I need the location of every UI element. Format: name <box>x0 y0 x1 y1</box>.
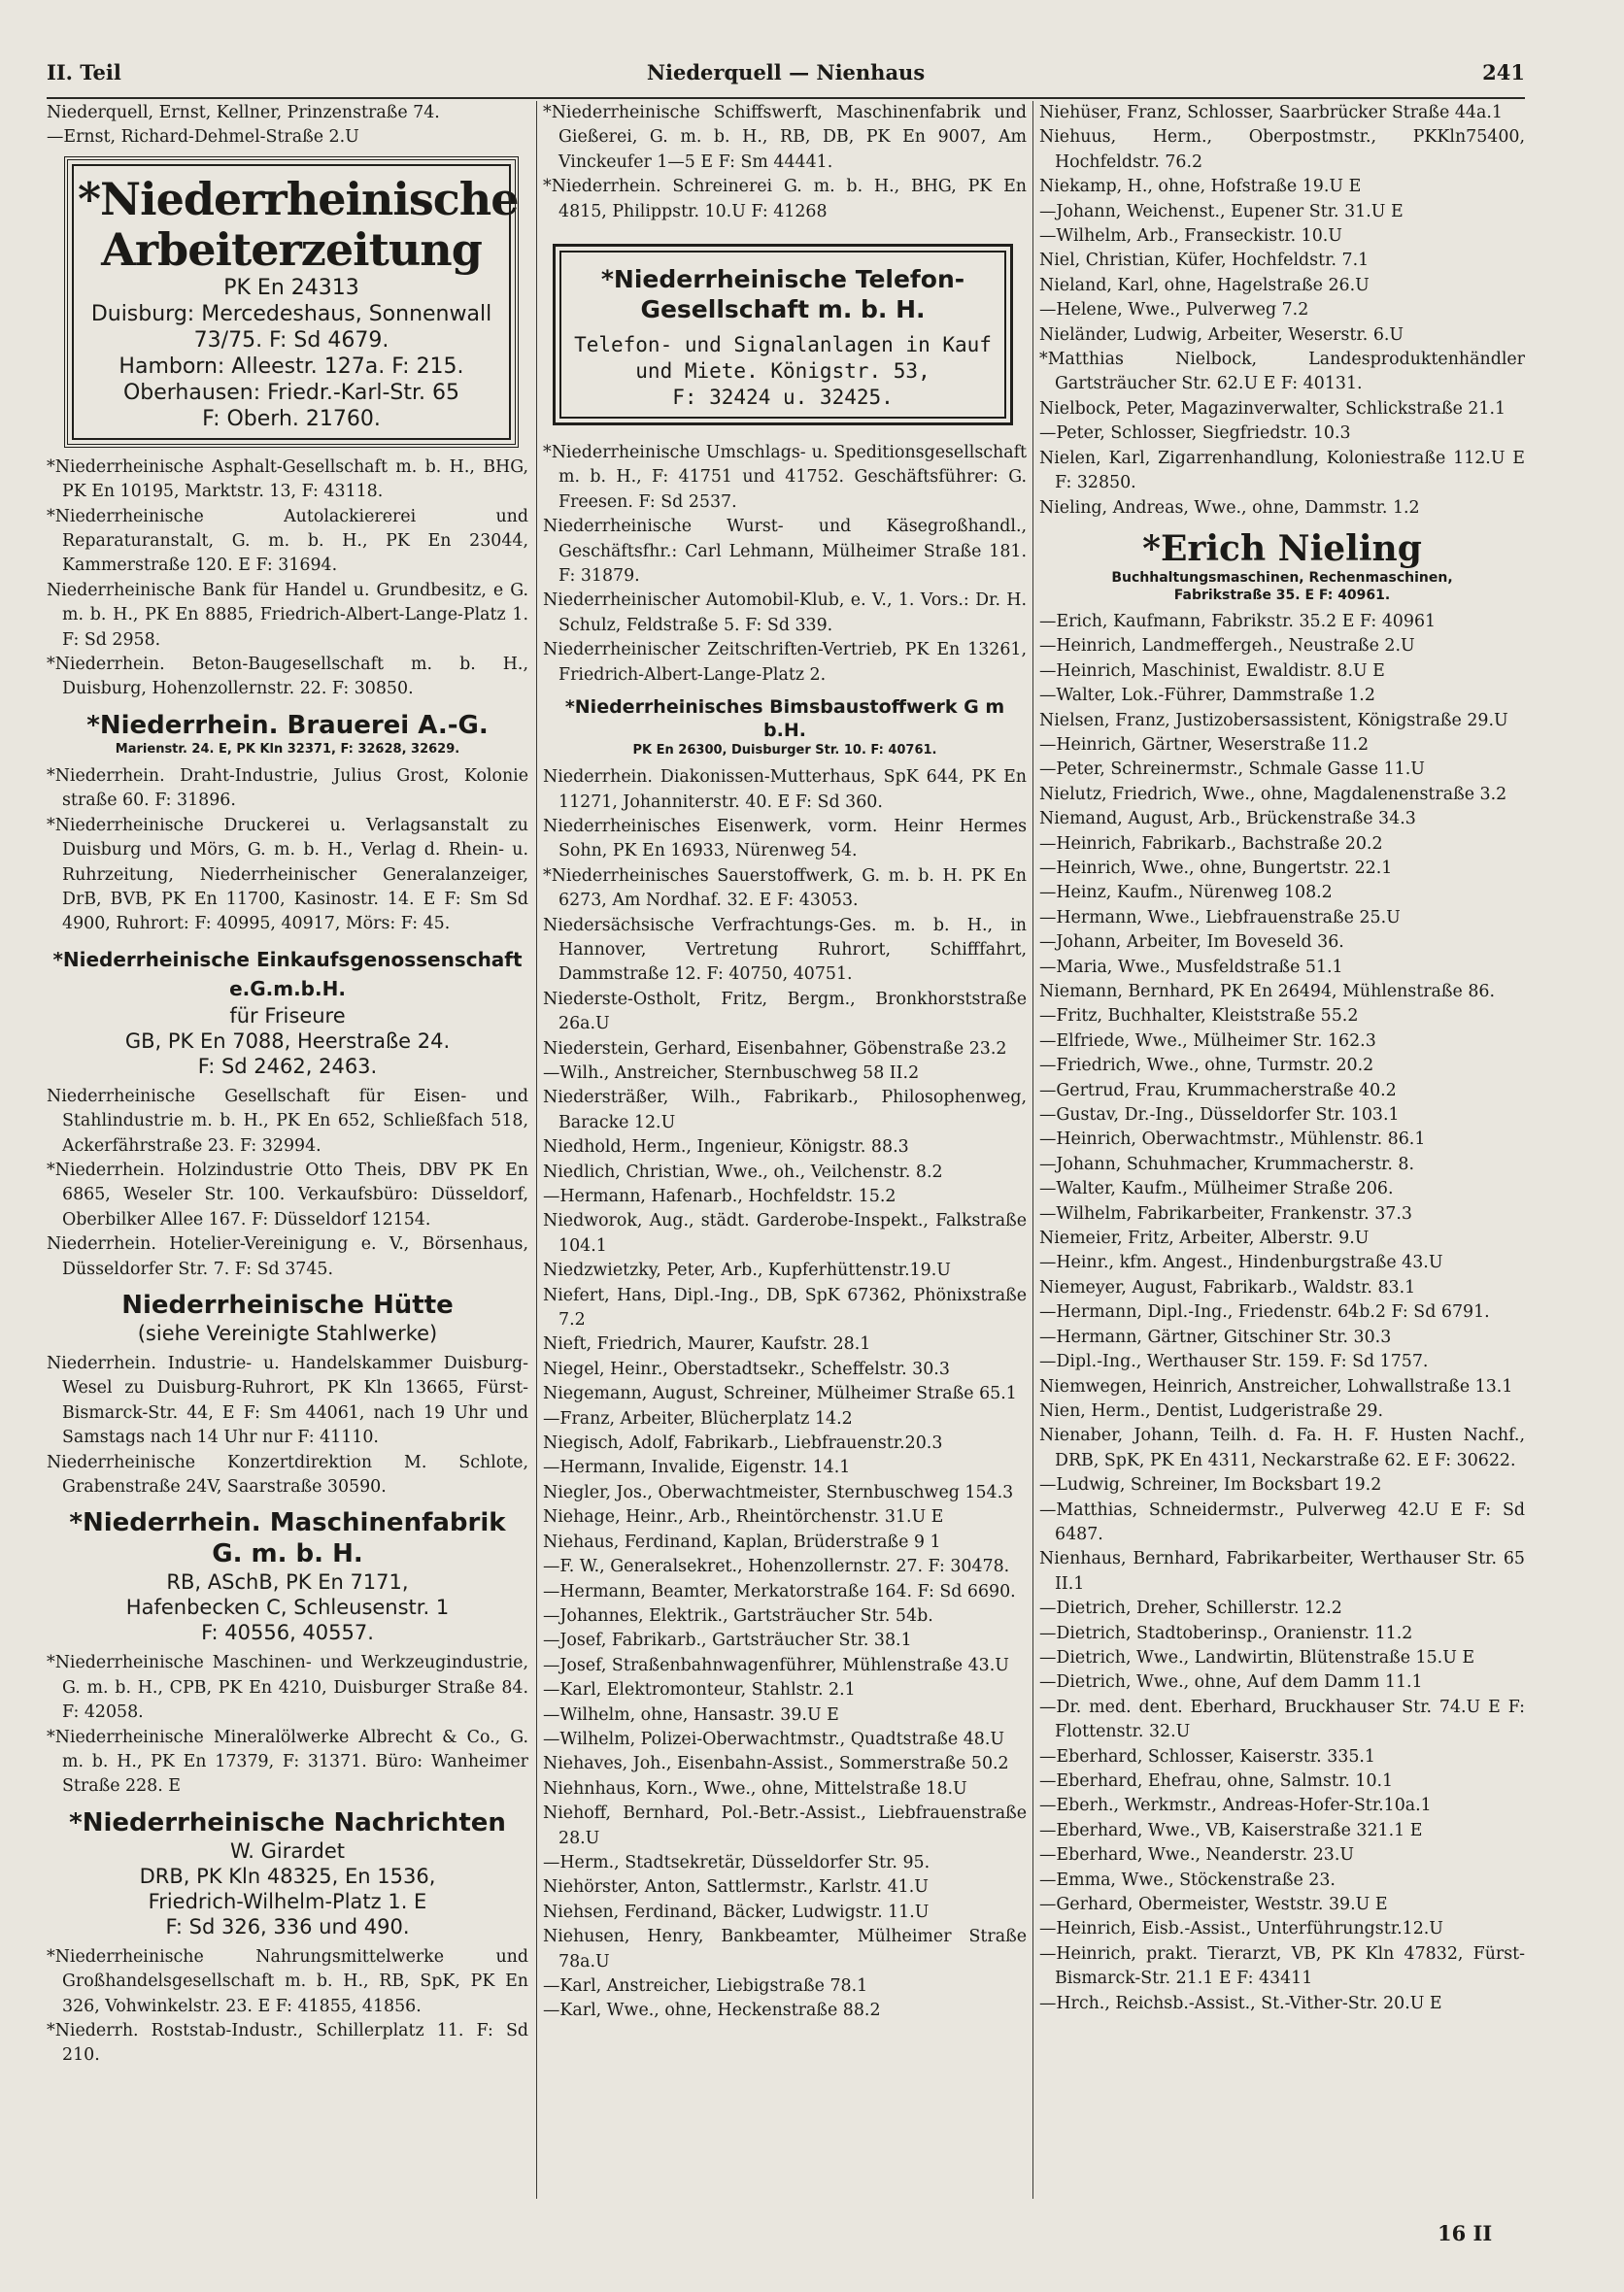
entry: Niekamp, H., ohne, Hofstraße 19.U E <box>1039 177 1362 197</box>
entry: Niegler, Jos., Oberwachtmeister, Sternbuschweg 154.3 <box>543 1482 1014 1502</box>
ad-line: Fabrikstraße 35. E F: 40961. <box>1173 587 1391 603</box>
column-divider-1 <box>536 101 537 2199</box>
ad-line: Marienstr. 24. E, PK Kln 32371, F: 32628, 32629. <box>115 741 460 757</box>
entry: —Hrch., Reichsb.-Assist., St.-Vither-Str. 20.U E <box>1039 1993 1442 2013</box>
entry: Niehüser, Franz, Schlosser, Saarbrücker Straße 44a.1 <box>1039 103 1503 122</box>
entry: —Karl, Anstreicher, Liebigstraße 78.1 <box>543 1976 868 1996</box>
entry: Niemand, August, Arb., Brückenstraße 34.3 <box>1039 809 1416 829</box>
entry: Nielsen, Franz, Justizobersassistent, Königstraße 29.U <box>1039 710 1508 730</box>
ad-line: Duisburg: Mercedeshaus, Sonnenwall 73/75. F: Sd 4679. <box>90 301 492 353</box>
entry: —Heinrich, Landmeffergeh., Neustraße 2.U <box>1039 636 1415 657</box>
entry: *Niederrheinisches Sauerstoffwerk, G. m. b. H. PK En 6273, Am Nordhaf. 32. E F: 43053. <box>543 865 1027 911</box>
entry: Niedworok, Aug., städt. Garderobe-Inspekt., Falkstraße 104.1 <box>543 1211 1027 1256</box>
ad-title: *Niederrhein. Maschinenfabrik <box>69 1508 506 1538</box>
entry: —Johannes, Elektrik., Gartsträucher Str. 54b. <box>543 1605 933 1626</box>
entry: Nien, Herm., Dentist, Ludgeristraße 29. <box>1039 1400 1383 1421</box>
entry: Nielen, Karl, Zigarrenhandlung, Koloniestraße 112.U E F: 32850. <box>1039 448 1525 493</box>
entry: Niehaves, Joh., Eisenbahn-Assist., Sommerstraße 50.2 <box>543 1754 1009 1774</box>
entry: —Gustav, Dr.-Ing., Düsseldorfer Str. 103.1 <box>1039 1105 1400 1126</box>
entry: —Gertrud, Frau, Krummacherstraße 40.2 <box>1039 1080 1397 1100</box>
entry: —Walter, Kaufm., Mülheimer Straße 206. <box>1039 1179 1394 1199</box>
entry: Nieft, Friedrich, Maurer, Kaufstr. 28.1 <box>543 1334 871 1355</box>
entry: —Heinrich, Oberwachtmstr., Mühlenstr. 86.1 <box>1039 1129 1426 1150</box>
entry: *Niederrheinische Druckerei u. Verlagsanstalt zu Duisburg und Mörs, G. m. b. H., Verlag d. Rhein- u. Ruhrzeitung, Niederrheinischer Generalanzeiger, DrB, BVB, PK En 11700, Kasinostr. 14. E F: Sm Sd 4900, Ruhrort: F: 40995, 40917, Mörs: F: 45. <box>47 815 528 934</box>
entry: Niehsen, Ferdinand, Bäcker, Ludwigstr. 11.U <box>543 1902 930 1922</box>
entry: Niederrheinisches Eisenwerk, vorm. Heinr Hermes Sohn, PK En 16933, Nürenweg 54. <box>543 816 1027 861</box>
entry: —Dr. med. dent. Eberhard, Bruckhauser Str. 74.U E F: Flottenstr. 32.U <box>1039 1697 1525 1742</box>
ad-line: Oberhausen: Friedr.-Karl-Str. 65 <box>122 380 460 405</box>
entry: —Heinrich, Fabrikarb., Bachstraße 20.2 <box>1039 833 1383 854</box>
entry: Niederstein, Gerhard, Eisenbahner, Göbenstraße 23.2 <box>543 1038 1007 1059</box>
entry: *Niederrheinische Asphalt-Gesellschaft m. b. H., BHG, PK En 10195, Marktstr. 13, F: 43118. <box>47 456 528 502</box>
entry: —Gerhard, Obermeister, Weststr. 39.U E <box>1039 1895 1388 1915</box>
entry: Niegemann, August, Schreiner, Mülheimer Straße 65.1 <box>543 1384 1017 1404</box>
entry: Niederrheinische Gesellschaft für Eisen- und Stahlindustrie m. b. H., PK En 652, Schließfach 518, Ackerfährstraße 23. F: 32994. <box>47 1086 528 1156</box>
entry: —Karl, Elektromonteur, Stahlstr. 2.1 <box>543 1680 856 1701</box>
ad-arbeiterzeitung <box>64 156 519 448</box>
entry: —Josef, Straßenbahnwagenführer, Mühlenstraße 43.U <box>543 1655 1009 1675</box>
entry: —Eberhard, Wwe., Neanderstr. 23.U <box>1039 1845 1355 1866</box>
ad-line: Telefon- und Signalanlagen in Kauf und Miete. Königstr. 53, <box>574 333 992 384</box>
entry: —Wilhelm, ohne, Hansastr. 39.U E <box>543 1704 839 1725</box>
ad-line: W. Girardet <box>229 1838 346 1863</box>
ad-title: *Niederrheinisches Bimsbaustoffwerk G m b.H. <box>564 696 1005 742</box>
entry: Niedzwietzky, Peter, Arb., Kupferhüttenstr.19.U <box>543 1261 951 1281</box>
entry: —Peter, Schreinermstr., Schmale Gasse 11.U <box>1039 759 1425 780</box>
entry: Niederrheinische Konzertdirektion M. Schlote, Grabenstraße 24V, Saarstraße 30590. <box>47 1452 528 1497</box>
header-section: II. Teil <box>47 60 121 84</box>
ad-brauerei <box>47 710 528 758</box>
entry: —Dipl.-Ing., Werthauser Str. 159. F: Sd 1757. <box>1039 1352 1429 1372</box>
entry: —Dietrich, Wwe., Landwirtin, Blütenstraße 15.U E <box>1039 1647 1475 1668</box>
entry: Niedersächsische Verfrachtungs-Ges. m. b. H., in Hannover, Vertretung Ruhrort, Schifffahrt, Dammstraße 12. F: 40750, 40751. <box>543 915 1027 985</box>
entry: —Heinz, Kaufm., Nürenweg 108.2 <box>1039 883 1333 903</box>
header-rule <box>47 97 1525 99</box>
entry: Nienaber, Johann, Teilh. d. Fa. H. F. Husten Nachf., DRB, SpK, PK En 4311, Neckarstraße 62. E F: 30622. <box>1039 1426 1525 1470</box>
entry: Niegisch, Adolf, Fabrikarb., Liebfrauenstr.20.3 <box>543 1433 943 1454</box>
entry: Niehoff, Bernhard, Pol.-Betr.-Assist., Liebfrauenstraße 28.U <box>543 1803 1027 1848</box>
entry: Niel, Christian, Küfer, Hochfeldstr. 7.1 <box>1039 251 1370 271</box>
entry: —Wilhelm, Fabrikarbeiter, Frankenstr. 37.3 <box>1039 1203 1412 1224</box>
ad-line: Hafenbecken C, Schleusenstr. 1 <box>125 1596 450 1620</box>
column-divider-2 <box>1032 101 1033 2199</box>
entry: —Peter, Schlosser, Siegfriedstr. 10.3 <box>1039 423 1351 444</box>
ad-title: *Niederrheinische Telefon-Gesellschaft m. b. H. <box>600 265 965 324</box>
entry: —Helene, Wwe., Pulverweg 7.2 <box>1039 300 1309 320</box>
entry: *Niederrheinische Autolackiererei und Reparaturanstalt, G. m. b. H., PK En 23044, Kammerstraße 120. E F: 31694. <box>47 506 528 576</box>
entry: —Erich, Kaufmann, Fabrikstr. 35.2 E F: 40961 <box>1039 611 1437 631</box>
entry: *Matthias Nielbock, Landesproduktenhändler Gartsträucher Str. 62.U E F: 40131. <box>1039 350 1525 394</box>
ad-line: F: Sd 326, 336 und 490. <box>165 1914 410 1938</box>
entry: Niehnhaus, Korn., Wwe., ohne, Mittelstraße 18.U <box>543 1778 967 1799</box>
entry: *Niederrheinische Schiffswerft, Maschinenfabrik und Gießerei, G. m. b. H., RB, DB, PK En 9007, Am Vinckeufer 1—5 E F: Sm 44441. <box>543 103 1027 172</box>
entry: *Niederrhein. Schreinerei G. m. b. H., BHG, PK En 4815, Philippstr. 10.U F: 41268 <box>543 177 1027 221</box>
entry: —F. W., Generalsekret., Hohenzollernstr. 27. F: 30478. <box>543 1557 1010 1577</box>
entry: Niederrheinische Wurst- und Käsegroßhandl., Geschäftsfhr.: Carl Lehmann, Mülheimer Straße 181. F: 31879. <box>543 517 1027 587</box>
entry: —Wilhelm, Polizei-Oberwachtmstr., Quadtstraße 48.U <box>543 1729 1005 1749</box>
entry: —Emma, Wwe., Stöckenstraße 23. <box>1039 1870 1336 1890</box>
ad-title: Niederrheinische Hütte <box>121 1290 454 1320</box>
entry: *Niederrhein. Beton-Baugesellschaft m. b. H., Duisburg, Hohenzollernstr. 22. F: 30850. <box>47 655 528 699</box>
entry-list <box>1039 101 1525 521</box>
ad-telefon-gesellschaft <box>553 244 1013 425</box>
ad-line: F: Sd 2462, 2463. <box>197 1054 378 1078</box>
entry: —Eberhard, Ehefrau, ohne, Salmstr. 10.1 <box>1039 1771 1394 1791</box>
entry: —Wilhelm, Arb., Franseckistr. 10.U <box>1039 226 1342 247</box>
entry: —Ludwig, Schreiner, Im Bocksbart 19.2 <box>1039 1475 1382 1496</box>
ad-title: *Niederrhein. Brauerei A.-G. <box>86 710 489 740</box>
entry: Niederrhein. Industrie- u. Handelskammer Duisburg-Wesel zu Duisburg-Ruhrort, PK Kln 13665, Fürst-Bismarck-Str. 44, E F: Sm 44061, nach 19 Uhr und Samstags nach 14 Uhr nur F: 41110. <box>47 1353 528 1448</box>
ad-line: F: 40556, 40557. <box>201 1621 374 1645</box>
entry: —Heinr., kfm. Angest., Hindenburgstraße 43.U <box>1039 1253 1443 1273</box>
entry: Niehörster, Anton, Sattlermstr., Karlstr. 41.U <box>543 1877 929 1898</box>
entry: —Hermann, Gärtner, Gitschiner Str. 30.3 <box>1039 1327 1392 1347</box>
entry: —Herm., Stadtsekretär, Düsseldorfer Str. 95. <box>543 1852 930 1872</box>
entry: —Heinrich, prakt. Tierarzt, VB, PK Kln 47832, Fürst-Bismarck-Str. 21.1 E F: 43411 <box>1039 1943 1525 1989</box>
entry: —Walter, Lok.-Führer, Dammstraße 1.2 <box>1039 686 1375 706</box>
entry: —Eberh., Werkmstr., Andreas-Hofer-Str.10a.1 <box>1039 1796 1432 1816</box>
ad-line: DRB, PK Kln 48325, En 1536, <box>139 1864 436 1888</box>
entry: *Niederrhein. Draht-Industrie, Julius Grost, Kolonie straße 60. F: 31896. <box>47 765 528 811</box>
entry: *Niederrheinische Mineralölwerke Albrecht & Co., G. m. b. H., PK En 17379, F: 31371. Büro: Wanheimer Straße 228. E <box>47 1727 528 1797</box>
entry: Niederste-Ostholt, Fritz, Bergm., Bronkhorststraße 26a.U <box>543 989 1027 1034</box>
entry: *Niederrhein. Holzindustrie Otto Theis, DBV PK En 6865, Weseler Str. 100. Verkaufsbüro: Düsseldorf, Oberbilker Allee 167. F: Düsseldorf 12154. <box>47 1160 528 1230</box>
page-header <box>47 60 1525 95</box>
entry: —Hermann, Hafenarb., Hochfeldstr. 15.2 <box>543 1187 897 1206</box>
ad-line: RB, ASchB, PK En 7171, <box>166 1570 409 1595</box>
ad-huette <box>47 1290 528 1346</box>
entry: Nielbock, Peter, Magazinverwalter, Schlickstraße 21.1 <box>1039 398 1506 419</box>
entry: Niederrheinischer Zeitschriften-Vertrieb, PK En 13261, Friedrich-Albert-Lange-Platz 2. <box>543 640 1027 685</box>
ad-title: *Erich Nieling <box>1142 527 1422 569</box>
ad-line: (siehe Vereinigte Stahlwerke) <box>137 1321 438 1345</box>
entry: Niedlich, Christian, Wwe., oh., Veilchenstr. 8.2 <box>543 1162 943 1182</box>
entry: —Dietrich, Dreher, Schillerstr. 12.2 <box>1039 1599 1342 1619</box>
entry: Nielutz, Friedrich, Wwe., ohne, Magdalenenstraße 3.2 <box>1039 784 1507 804</box>
ad-title: *Niederrheinische Arbeiterzeitung <box>78 172 519 276</box>
entry: Niederrheinischer Automobil-Klub, e. V., 1. Vors.: Dr. H. Schulz, Feldstraße 5. F: Sd 339. <box>543 590 1027 635</box>
entry: —Matthias, Schneidermstr., Pulverweg 42.U E F: Sd 6487. <box>1039 1500 1525 1544</box>
entry: —Elfriede, Wwe., Mülheimer Str. 162.3 <box>1039 1030 1376 1051</box>
entry-list <box>1039 610 1525 2016</box>
ad-einkaufsgenossenschaft <box>47 945 528 1079</box>
entry: Niehusen, Henry, Bankbeamter, Mülheimer Straße 78a.U <box>543 1927 1027 1972</box>
entry: —Fritz, Buchhalter, Kleiststraße 55.2 <box>1039 1006 1359 1027</box>
entry: Niefert, Hans, Dipl.-Ing., DB, SpK 67362, Phönixstraße 7.2 <box>543 1285 1027 1331</box>
entry: Niemann, Bernhard, PK En 26494, Mühlenstraße 86. <box>1039 982 1496 1001</box>
entry: Niederquell, Ernst, Kellner, Prinzenstraße 74. <box>47 103 440 122</box>
ad-maschinenfabrik <box>47 1507 528 1645</box>
page-number: 241 <box>1482 60 1525 84</box>
entry: —Maria, Wwe., Musfeldstraße 51.1 <box>1039 957 1343 977</box>
ad-title: *Niederrheinische Nachrichten <box>69 1807 506 1837</box>
header-range: Niederquell — Nienhaus <box>646 60 926 84</box>
entry: *Niederrheinische Umschlags- u. Speditionsgesellschaft m. b. H., F: 41751 und 41752. Geschäftsführer: G. Freesen. F: Sd 2537. <box>543 443 1027 512</box>
entry: *Niederrh. Roststab-Industr., Schillerplatz 11. F: Sd 210. <box>47 2021 528 2066</box>
ad-line: Buchhaltungsmaschinen, Rechenmaschinen, <box>1111 569 1453 586</box>
column-3 <box>1039 101 1525 2016</box>
entry: —Karl, Wwe., ohne, Heckenstraße 88.2 <box>543 2001 881 2021</box>
entry: Nieland, Karl, ohne, Hagelstraße 26.U <box>1039 275 1370 295</box>
entry: Niehage, Heinr., Arb., Rheintörchenstr. 31.U E <box>543 1507 944 1528</box>
entry: Nieling, Andreas, Wwe., ohne, Dammstr. 1.2 <box>1039 497 1420 518</box>
entry: Nieländer, Ludwig, Arbeiter, Weserstr. 6.U <box>1039 324 1404 345</box>
entry: Niederrhein. Diakonissen-Mutterhaus, SpK 644, PK En 11271, Johanniterstr. 40. E F: Sd 360. <box>543 767 1027 812</box>
entry: —Hermann, Wwe., Liebfrauenstraße 25.U <box>1039 907 1401 927</box>
column-2 <box>543 101 1027 2024</box>
ad-line: Friedrich-Wilhelm-Platz 1. E <box>148 1889 427 1913</box>
entry: —Heinrich, Wwe., ohne, Bungertstr. 22.1 <box>1039 858 1393 878</box>
entry: —Hermann, Invalide, Eigenstr. 14.1 <box>543 1458 851 1478</box>
entry: —Johann, Schuhmacher, Krummacherstr. 8. <box>1039 1154 1415 1174</box>
column-1 <box>47 101 528 2069</box>
entry: —Johann, Weichenst., Eupener Str. 31.U E <box>1039 201 1404 221</box>
ad-bimsbaustoffwerk <box>543 695 1027 759</box>
ad-erich-nieling <box>1039 528 1525 604</box>
entry: Nienhaus, Bernhard, Fabrikarbeiter, Werthauser Str. 65 II.1 <box>1039 1549 1525 1594</box>
entry: Niederrheinische Bank für Handel u. Grundbesitz, e G. m. b. H., PK En 8885, Friedrich-Albert-Lange-Platz 1. F: Sd 2958. <box>47 580 528 650</box>
ad-line: Hamborn: Alleestr. 127a. F: 215. <box>118 354 464 379</box>
entry: —Dietrich, Stadtoberinsp., Oranienstr. 11.2 <box>1039 1623 1413 1643</box>
entry: Niemeier, Fritz, Arbeiter, Alberstr. 9.U <box>1039 1229 1370 1249</box>
entry: —Franz, Arbeiter, Blücherplatz 14.2 <box>543 1408 853 1429</box>
ad-line: für Friseure <box>229 1003 346 1028</box>
entry: —Hermann, Beamter, Merkatorstraße 164. F: Sd 6690. <box>543 1581 1016 1601</box>
entry: —Josef, Fabrikarb., Gartsträucher Str. 38.1 <box>543 1631 912 1651</box>
entry: *Niederrheinische Nahrungsmittelwerke und Großhandelsgesellschaft m. b. H., RB, SpK, PK En 326, Vohwinkelstr. 23. E F: 41855, 41856. <box>47 1946 528 2016</box>
ad-title-2: G. m. b. H. <box>212 1539 363 1569</box>
ad-line: GB, PK En 7088, Heerstraße 24. <box>124 1028 451 1053</box>
entry-list <box>543 765 1027 2024</box>
ad-line: F: Oberh. 21760. <box>202 406 381 431</box>
entry: —Eberhard, Wwe., VB, Kaiserstraße 321.1 E <box>1039 1820 1423 1840</box>
ad-nachrichten <box>47 1807 528 1939</box>
ad-line: PK En 26300, Duisburger Str. 10. F: 40761. <box>632 743 937 758</box>
entry-group <box>47 101 528 151</box>
entry: *Niederrheinische Maschinen- und Werkzeugindustrie, G. m. b. H., CPB, PK En 4210, Duisburger Straße 84. F: 42058. <box>47 1653 528 1723</box>
ad-line: PK En 24313 <box>223 275 359 300</box>
entry: —Heinrich, Maschinist, Ewaldistr. 8.U E <box>1039 660 1385 681</box>
entry: —Friedrich, Wwe., ohne, Turmstr. 20.2 <box>1039 1056 1374 1076</box>
entry: —Dietrich, Wwe., ohne, Auf dem Damm 11.1 <box>1039 1672 1423 1693</box>
entry: Niemeyer, August, Fabrikarb., Waldstr. 83.1 <box>1039 1277 1416 1298</box>
entry: Niedersträßer, Wilh., Fabrikarb., Philosophenweg, Baracke 12.U <box>543 1088 1027 1132</box>
entry: —Heinrich, Eisb.-Assist., Unterführungstr.12.U <box>1039 1919 1443 1939</box>
entry: —Eberhard, Schlosser, Kaiserstr. 335.1 <box>1039 1746 1375 1767</box>
ad-title: *Niederrheinische Einkaufsgenossenschaft e.G.m.b.H. <box>52 947 523 1000</box>
entry: Niegel, Heinr., Oberstadtsekr., Scheffelstr. 30.3 <box>543 1359 950 1379</box>
ad-line: F: 32424 u. 32425. <box>672 386 894 410</box>
entry: —Wilh., Anstreicher, Sternbuschweg 58 II.2 <box>543 1062 920 1083</box>
entry: Niemwegen, Heinrich, Anstreicher, Lohwallstraße 13.1 <box>1039 1376 1513 1397</box>
entry: —Heinrich, Gärtner, Weserstraße 11.2 <box>1039 734 1370 755</box>
entry: Niederrhein. Hotelier-Vereinigung e. V., Börsenhaus, Düsseldorfer Str. 7. F: Sd 3745. <box>47 1234 528 1279</box>
footer-signature: 16 II <box>1438 2221 1493 2245</box>
entry: Niehuus, Herm., Oberpostmstr., PKKln75400, Hochfeldstr. 76.2 <box>1039 127 1525 172</box>
entry: —Hermann, Dipl.-Ing., Friedenstr. 64b.2 F: Sd 6791. <box>1039 1302 1490 1323</box>
entry: Niedhold, Herm., Ingenieur, Königstr. 88.3 <box>543 1137 909 1158</box>
entry: —Ernst, Richard-Dehmel-Straße 2.U <box>47 127 359 148</box>
entry: —Johann, Arbeiter, Im Boveseld 36. <box>1039 932 1344 953</box>
entry: Niehaus, Ferdinand, Kaplan, Brüderstraße 9 1 <box>543 1532 941 1552</box>
